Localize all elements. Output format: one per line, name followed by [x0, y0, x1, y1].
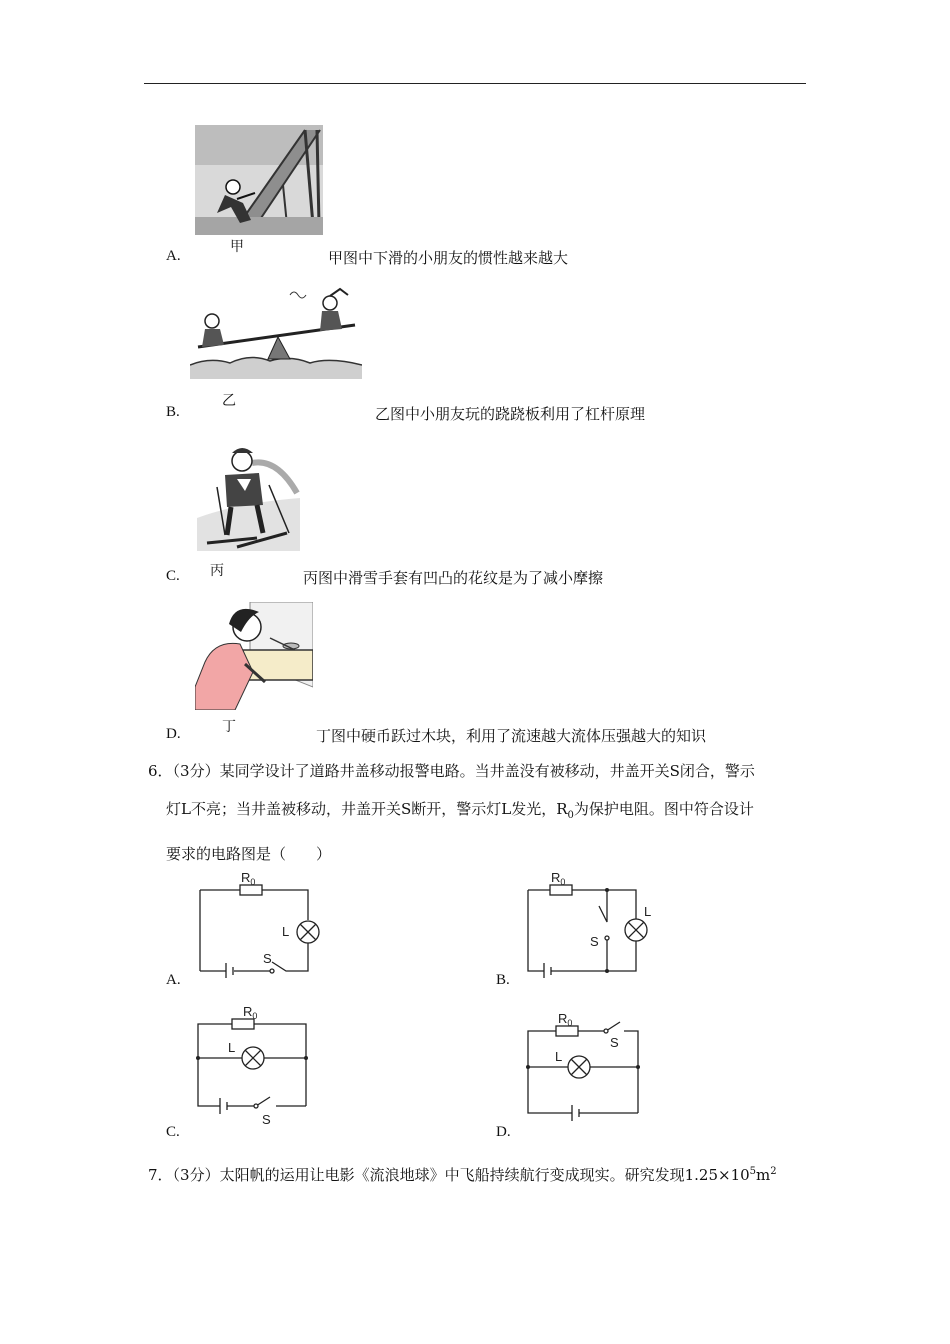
svg-text:S: S [262, 1112, 271, 1127]
option-c-text: 丙图中滑雪手套有凹凸的花纹是为了减小摩擦 [303, 569, 604, 587]
svg-text:R0: $R_0$ [243, 1004, 258, 1021]
svg-text:L: L [228, 1040, 236, 1055]
option-d-letter: D. [166, 726, 181, 742]
coin-picture [195, 602, 313, 710]
option-a-text: 甲图中下滑的小朋友的惯性越来越大 [328, 249, 569, 267]
svg-text:S: S [610, 1035, 619, 1050]
option-d-text: 丁图中硬币跃过木块，利用了流速越大流体压强越大的知识 [316, 727, 707, 745]
option-c-letter: C. [166, 568, 180, 584]
circuit-option-b: B. [496, 972, 510, 988]
svg-text:R0: $R_0$ [558, 1011, 573, 1028]
circuit-option-d: D. [496, 1124, 511, 1140]
figure-caption-a: 甲 [230, 239, 244, 255]
svg-text:R0: $R_0$ [551, 870, 566, 887]
circuit-option-a: A. [166, 972, 181, 988]
seesaw-picture [190, 287, 362, 379]
question-6-line-3: 要求的电路图是（ ） [166, 845, 332, 863]
svg-text:S: S [263, 951, 272, 966]
circuit-diagram-a [190, 868, 335, 978]
question-number: 6． [148, 762, 173, 780]
skier-picture [197, 443, 300, 551]
svg-text:L: L [282, 924, 290, 939]
question-6-line-2: 灯L不亮；当井盖被移动，井盖开关S断开，警示灯L发光，$R_0$为保护电阻。图中符合设计 [166, 800, 754, 821]
svg-text:S: S [590, 934, 599, 949]
option-b-text: 乙图中小朋友玩的跷跷板利用了杠杆原理 [375, 405, 646, 423]
figure-caption-b: 乙 [222, 393, 236, 409]
figure-caption-c: 丙 [210, 563, 224, 579]
slide-picture [195, 125, 323, 235]
option-a-letter: A. [166, 248, 181, 264]
question-6 [148, 752, 808, 873]
question-7: 7．（3分）太阳帆的运用让电影《流浪地球》中飞船持续航行变成现实。研究发现$1.25\times 10^5m^2$ [148, 1166, 777, 1184]
option-b-letter: B. [166, 404, 180, 420]
circuit-diagram-b [520, 868, 665, 978]
svg-text:L: L [644, 904, 652, 919]
question-score: （3分） [172, 762, 220, 780]
question-6-line-1: 6．（3分）某同学设计了道路井盖移动报警电路。当井盖没有被移动，井盖开关S闭合，警示 [148, 762, 755, 780]
figure-caption-d: 丁 [222, 719, 236, 735]
header-rule [144, 83, 806, 84]
circuit-diagram-c [190, 1000, 320, 1130]
svg-text:R0: $R_0$ [241, 870, 256, 887]
svg-text:L: L [555, 1049, 563, 1064]
circuit-diagram-d [520, 1005, 650, 1130]
circuit-option-c: C. [166, 1124, 180, 1140]
